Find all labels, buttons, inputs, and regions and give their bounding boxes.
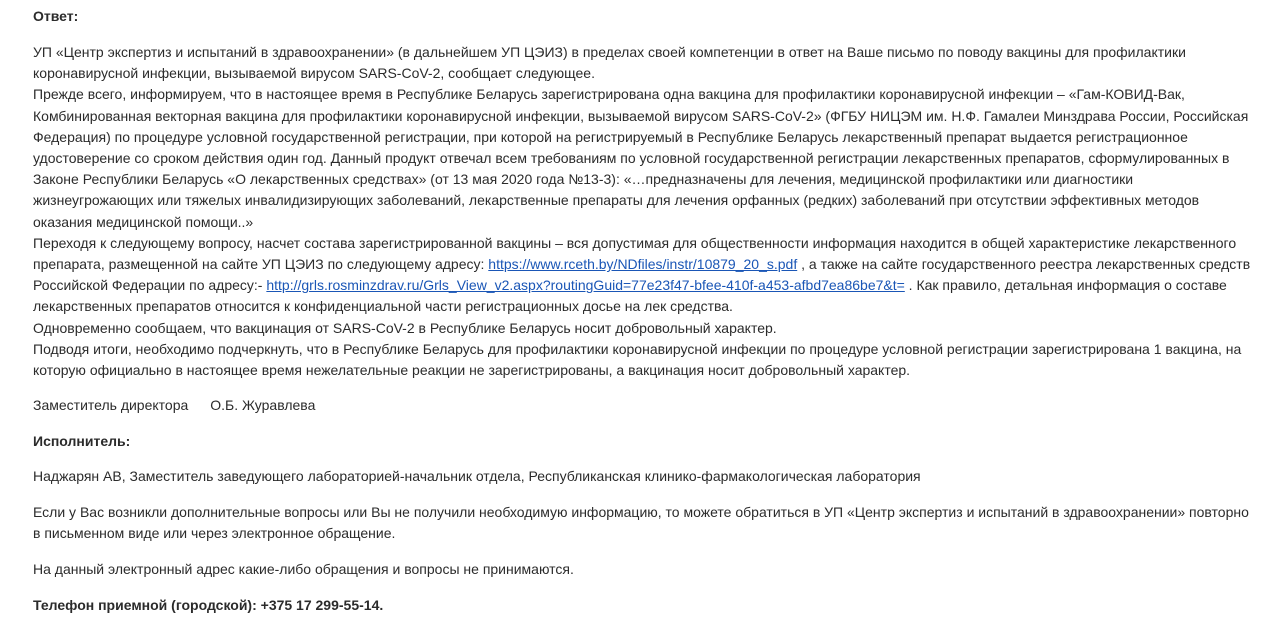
paragraph-registration: Прежде всего, информируем, что в настоящее время в Республике Беларусь зарегистрирована одна вакцина для профилактики коронавирусной инфекции – «Гам-КОВИД-Вак, Комбинированная векторная вакцина для профилактики коронавирусной инфекции, вызываемой вирусом SARS-CoV-2» (ФГБУ НИЦЭМ им. Н.Ф. Гамалеи Минздрава России, Российская Федерация) по процедуре условной государственной регистрации, при которой на регистрируемый в Республике Беларусь лекарственный препарат выдается регистрационное удостоверение со сроком действия один год. Данный продукт отвечал всем требованиям по условной государственной регистрации лекарственных препаратов, сформулированных в Законе Республики Беларусь «О лекарственных средствах» (от 13 мая 2020 года №13-3): «…предназначены для лечения, медицинской профилактики или диагностики жизнеугрожающих или тяжелых инвалидизирующих заболеваний, лекарственные препараты для лечения орфанных (редких) заболеваний при отсутствии эффективных методов оказания медицинской помощи..» — [33, 86, 1249, 230]
paragraph-composition — [33, 233, 1253, 318]
signature-title: Заместитель директора — [33, 397, 189, 413]
answer-heading: Ответ: — [33, 8, 79, 24]
composition-text-2: , а также на сайте государственного реестра лекарственных средств Российской Федерации по адресу:- — [33, 256, 1251, 294]
signature-line — [33, 395, 1253, 416]
signature-name: О.Б. Журавлева — [210, 397, 316, 413]
paragraph-voluntary: Одновременно сообщаем, что вакцинация от SARS-CoV-2 в Республике Беларусь носит добровольный характер. — [33, 319, 777, 336]
composition-text-3: . Как правило, детальная информация о составе лекарственных препаратов относится к конфиденциальной части регистрационных досье на лек средства. — [33, 277, 1227, 315]
rceth-instruction-link[interactable]: https://www.rceth.by/NDfiles/instr/10879_20_s.pdf — [488, 256, 798, 273]
reception-phone: Телефон приемной (городской): +375 17 299-55-14. — [33, 597, 384, 613]
executor-text: Наджарян АВ, Заместитель заведующего лабораторией-начальник отдела, Республиканская клинико-фармакологическая лаборатория — [33, 468, 921, 484]
executor-heading: Исполнитель: — [33, 433, 131, 449]
composition-text-1: Переходя к следующему вопросу, насчет состава зарегистрированной вакцины – вся допустимая для общественности информация находится в общей характеристике лекарственного препарата, размещенной на сайте УП ЦЭИЗ по следующему адресу: — [33, 234, 1237, 273]
notice-text: На данный электронный адрес какие-либо обращения и вопросы не принимаются. — [33, 561, 574, 577]
paragraph-summary: Подводя итоги, необходимо подчеркнуть, что в Республике Беларусь для профилактики коронавирусной инфекции по процедуре условной регистрации зарегистрирована 1 вакцина, на которую официально в настоящее время нежелательные реакции не зарегистрированы, а вакцинация носит добровольный характер. — [33, 340, 1242, 379]
grls-registry-link[interactable]: http://grls.rosminzdrav.ru/Grls_View_v2.aspx?routingGuid=77e23f47-bfee-410f-a453-afbd7ea86be7&t= — [266, 277, 905, 294]
questions-paragraph: Если у Вас возникли дополнительные вопросы или Вы не получили необходимую информацию, то можете обратиться в УП «Центр экспертиз и испытаний в здравоохранении» повторно в письменном виде или через электронное обращение. — [33, 504, 1249, 542]
paragraph-intro: УП «Центр экспертиз и испытаний в здравоохранении» (в дальнейшем УП ЦЭИЗ) в пределах своей компетенции в ответ на Ваше письмо по поводу вакцины для профилактики коронавирусной инфекции, вызываемой вирусом SARS-CoV-2, сообщает следующее. — [33, 44, 1186, 82]
answer-body — [33, 42, 1253, 381]
